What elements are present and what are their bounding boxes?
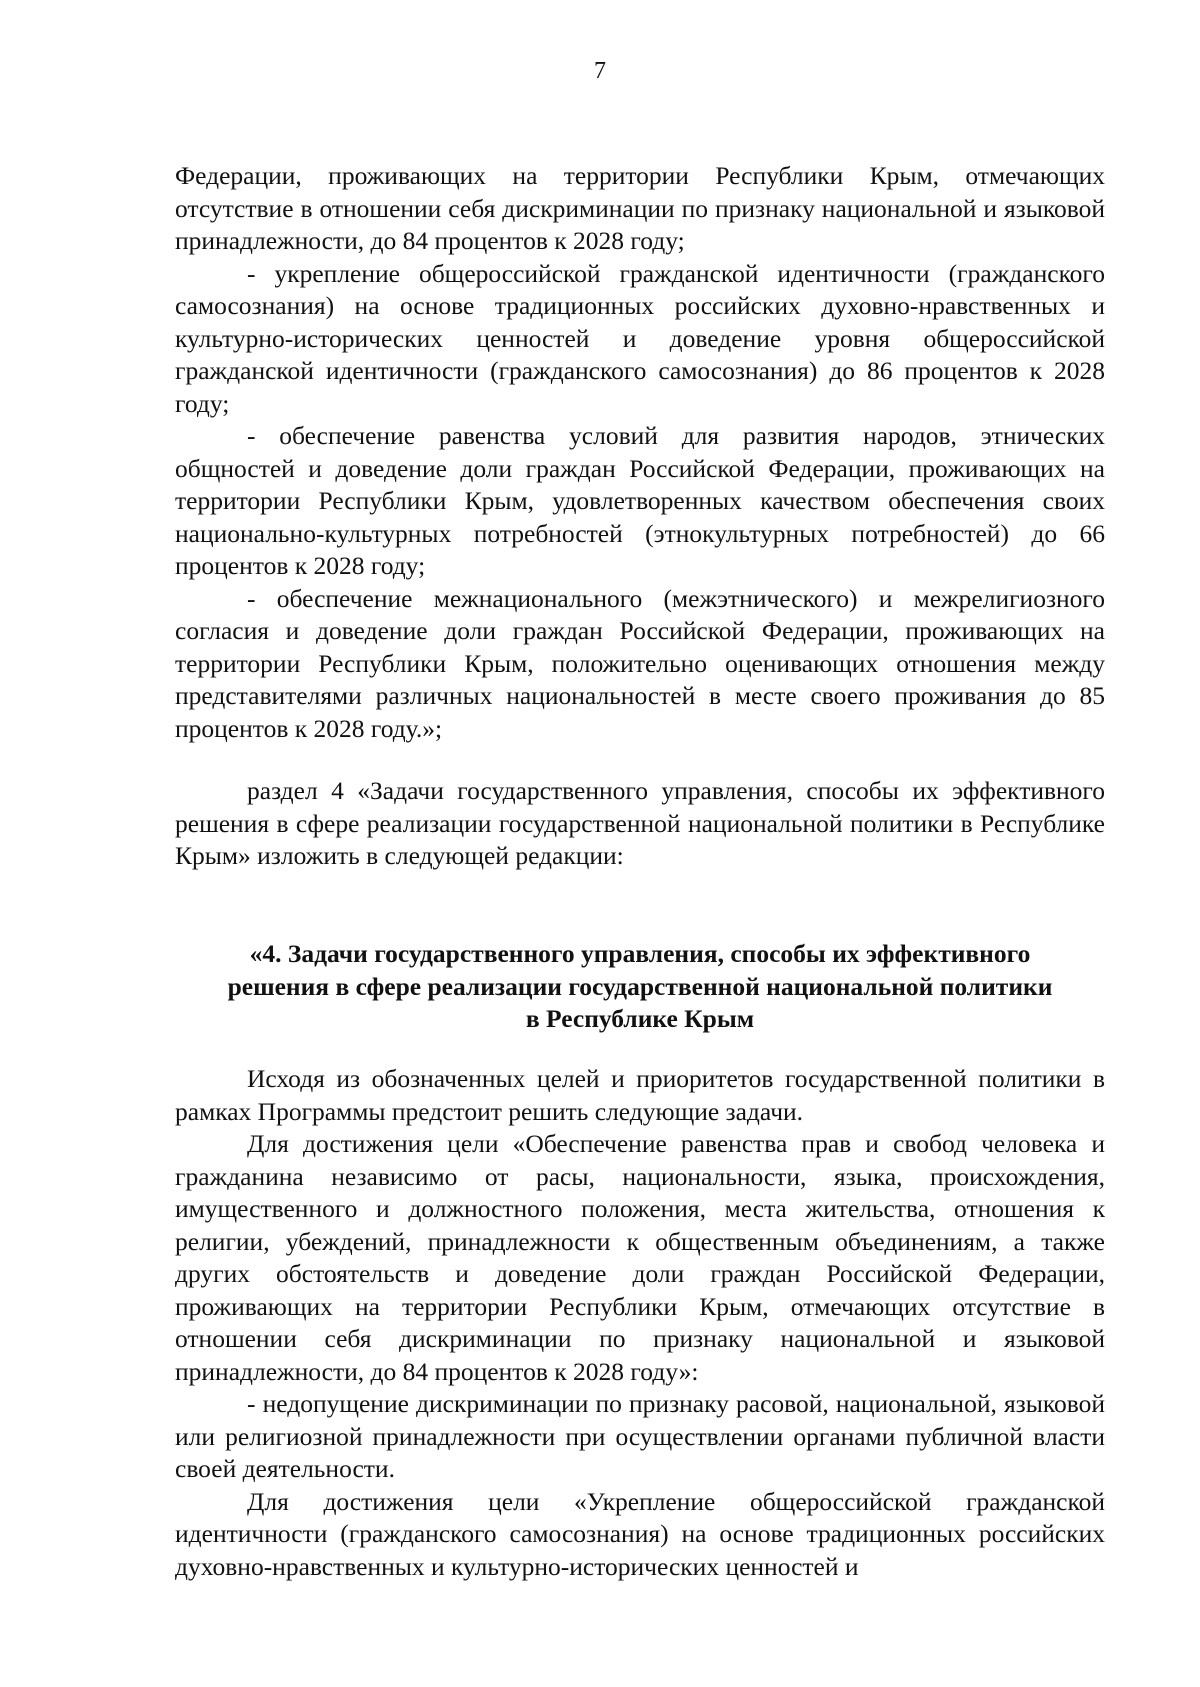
paragraph: Для достижения цели «Обеспечение равенства прав и свобод человека и гражданина независимо от расы, национальности, языка, происхождения, имущественного и должностного положения, места жительства, отношения к религии, убеждений, принадлежности к общественным объединениям, а также других обстоятельств и доведение доли граждан Российской Федерации, проживающих на территории Республики Крым, отмечающих отсутствие в отношении себя дискриминации по признаку национальной и языковой принадлежности, до 84 процентов к 2028 году»: <box>175 1129 1105 1386</box>
paragraph: - укрепление общероссийской гражданской идентичности (гражданского самосознания) на основе традиционных российских духовно-нравственных и культурно-исторических ценностей и доведение уровня общероссийской гражданской идентичности (гражданского самосознания) до 86 процентов к 2028 году; <box>175 258 1105 418</box>
section-heading <box>175 938 1105 1036</box>
paragraph: - обеспечение межнационального (межэтнического) и межрелигиозного согласия и доведение доли граждан Российской Федерации, проживающих на территории Республики Крым, положительно оценивающих отношения между представителями различных национальностей в месте своего проживания до 85 процентов к 2028 году.»; <box>175 583 1105 743</box>
paragraph: - недопущение дискриминации по признаку расовой, национальной, языковой или религиозной принадлежности при осуществлении органами публичной власти своей деятельности. <box>175 1389 1105 1483</box>
section-amendment-text <box>175 775 1105 873</box>
paragraph: Федерации, проживающих на территории Республики Крым, отмечающих отсутствие в отношении себя дискриминации по признаку национальной и языковой принадлежности, до 84 процентов к 2028 году; <box>175 161 1105 255</box>
amendment-goals-text <box>175 160 1105 745</box>
section-body-text <box>175 1063 1105 1583</box>
heading-line: «4. Задачи государственного управления, способы их эффективного <box>249 939 1031 968</box>
heading-line: решения в сфере реализации государственной национальной политики <box>227 971 1053 1001</box>
page-number: 7 <box>594 58 606 84</box>
heading-line: в Республике Крым <box>525 1004 755 1033</box>
paragraph: Для достижения цели «Укрепление общероссийской гражданской идентичности (гражданского самосознания) на основе традиционных российских духовно-нравственных и культурно-исторических ценностей и <box>175 1486 1105 1581</box>
paragraph: Исходя из обозначенных целей и приоритетов государственной политики в рамках Программы предстоит решить следующие задачи. <box>175 1064 1105 1126</box>
paragraph: раздел 4 «Задачи государственного управления, способы их эффективного решения в сфере реализации государственной национальной политики в Республике Крым» изложить в следующей редакции: <box>175 776 1105 870</box>
paragraph: - обеспечение равенства условий для развития народов, этнических общностей и доведение доли граждан Российской Федерации, проживающих на территории Республики Крым, удовлетворенных качеством обеспечения своих национально-культурных потребностей (этнокультурных потребностей) до 66 процентов к 2028 году; <box>175 421 1105 580</box>
